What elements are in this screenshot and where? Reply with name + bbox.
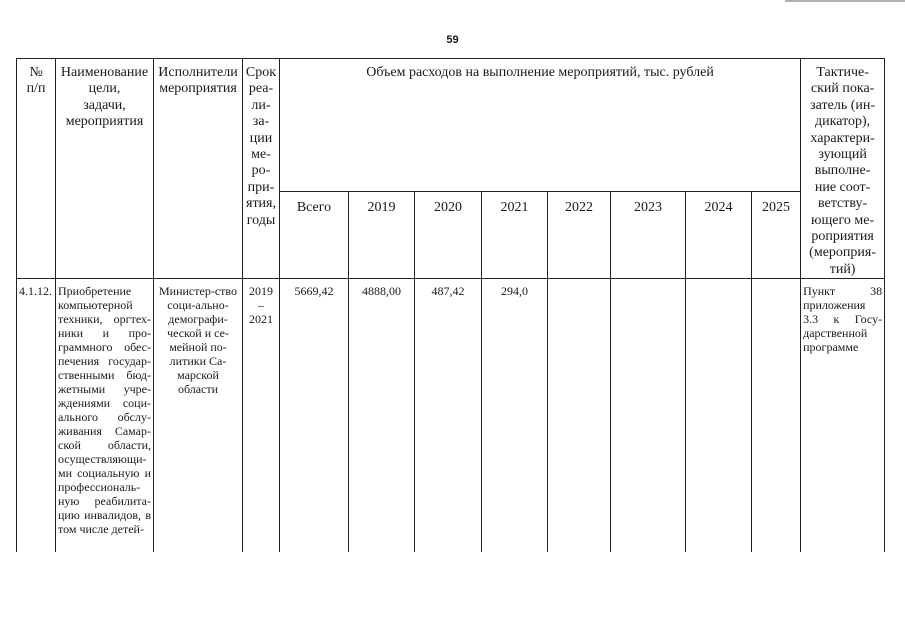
row-name: Приобретение компьютерной техники, оргтех-ники и про-граммного обес-печения государ-ственными бюд-жетными учре-ждениями соци-ального обслу-живания Самар-ской области, осуществляющи-ми социальную и профессиональ-ную реабилита-цию инвалидов, в том числе детей- <box>56 279 154 553</box>
header-year-2019: 2019 <box>349 192 415 279</box>
row-amount-2025 <box>752 279 801 553</box>
row-indicator: Пункт 38 приложения 3.3 к Госу-дарственной программе <box>801 279 885 553</box>
page-number: 59 <box>446 34 459 46</box>
expenses-table <box>16 58 885 552</box>
header-row-top <box>17 59 885 192</box>
header-year-2021: 2021 <box>482 192 548 279</box>
header-executors: Исполнители мероприятия <box>154 59 243 279</box>
row-amount-total: 5669,42 <box>280 279 349 553</box>
row-executors: Министер-ство соци-ально-демографи-ческой и се-мейной по-литики Са-марской области <box>154 279 243 553</box>
header-year-2023: 2023 <box>611 192 686 279</box>
header-year-2024: 2024 <box>686 192 752 279</box>
header-year-2025: 2025 <box>752 192 801 279</box>
header-name: Наименование цели, задачи, мероприятия <box>56 59 154 279</box>
table-row <box>17 279 885 553</box>
row-amount-2019: 4888,00 <box>349 279 415 553</box>
header-indicator: Тактиче- ский пока- затель (ин- дикатор), характери- зующий выполне- ние соот- ветству- ющего ме- роприятия (мероприя- тий) <box>801 59 885 279</box>
row-term: 2019 – 2021 <box>243 279 280 553</box>
header-num: № п/п <box>17 59 56 279</box>
row-amount-2023 <box>611 279 686 553</box>
header-year-2022: 2022 <box>548 192 611 279</box>
row-amount-2021: 294,0 <box>482 279 548 553</box>
header-expenses-group: Объем расходов на выполнение мероприятий, тыс. рублей <box>280 59 801 192</box>
row-amount-2024 <box>686 279 752 553</box>
header-term: Срок реа- ли- за- ции ме- ро- при- ятия, годы <box>243 59 280 279</box>
header-total: Всего <box>280 192 349 279</box>
row-num: 4.1.12. <box>17 279 56 553</box>
row-amount-2022 <box>548 279 611 553</box>
scan-edge-line <box>785 0 905 2</box>
row-amount-2020: 487,42 <box>415 279 482 553</box>
header-year-2020: 2020 <box>415 192 482 279</box>
